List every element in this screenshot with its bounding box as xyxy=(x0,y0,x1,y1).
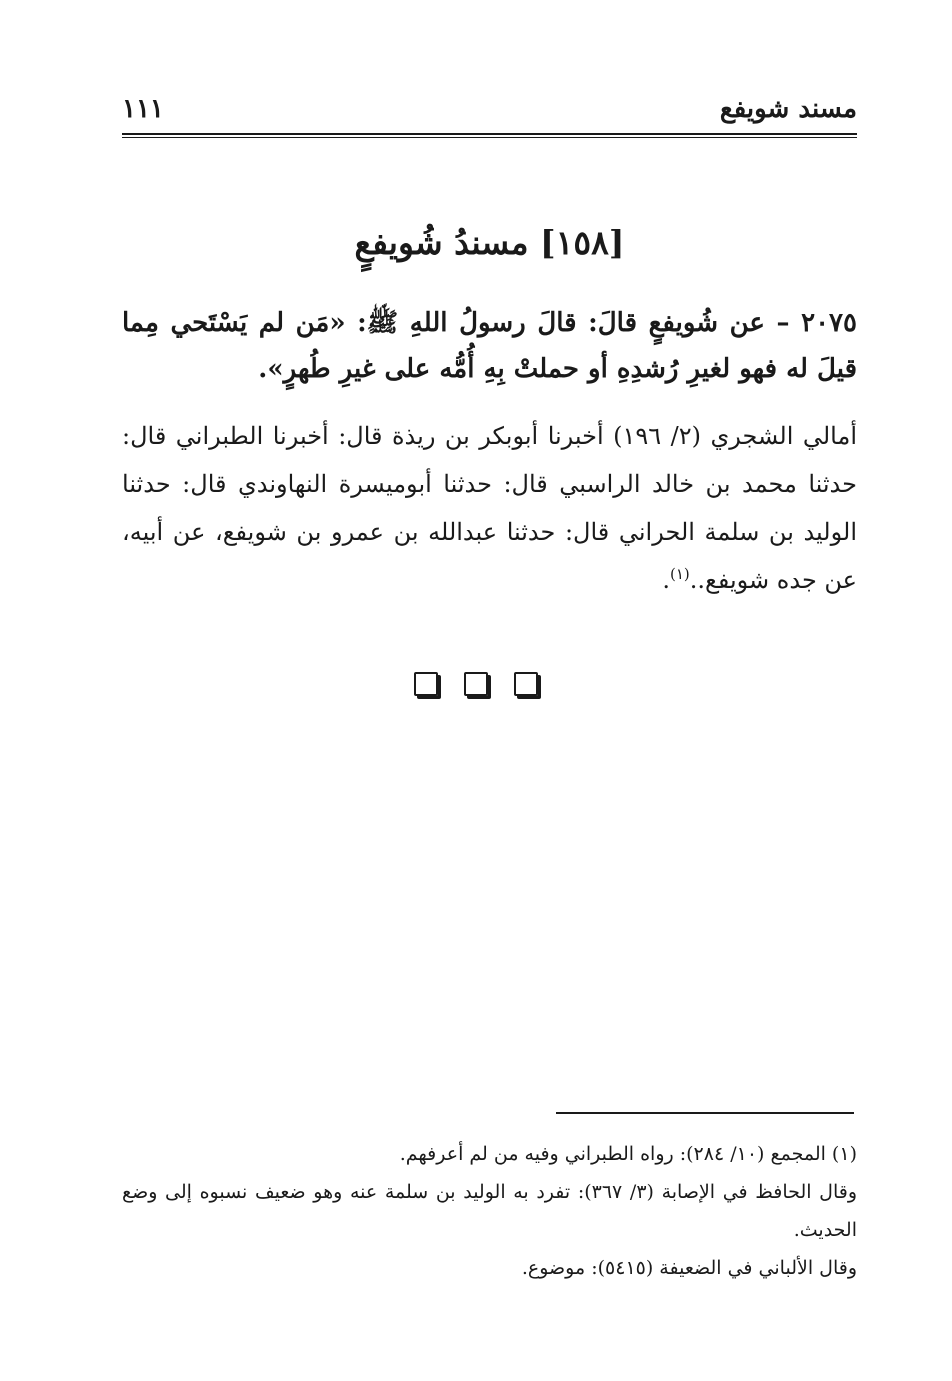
footnote-line: (١) المجمع (١٠/ ٢٨٤): رواه الطبراني وفيه من لم أعرفهم. xyxy=(399,1143,857,1165)
footnote-line: وقال الحافظ في الإصابة (٣/ ٣٦٧): تفرد به الوليد بن سلمة عنه وهو ضعيف نسبوه إلى وضع الحديث. xyxy=(122,1181,857,1241)
hadith-text: – عن شُويفعٍ قالَ: قالَ رسولُ اللهِ ﷺ: «مَن لم يَسْتَحي مِما قيلَ له فهو لغيرِ رُشدِهِ أو حملتْ بِهِ أُمُّه على غيرِ طُهرٍ». xyxy=(122,308,857,384)
source-end: . xyxy=(662,566,670,594)
footnotes xyxy=(122,1135,857,1287)
footnote-marker[interactable]: (١) xyxy=(670,565,690,583)
running-header-title: مسند شويفع xyxy=(719,94,857,124)
chapter-title: [١٥٨] مسندُ شُويفعٍ xyxy=(354,223,625,262)
header-rule xyxy=(122,133,857,138)
footnote-rule xyxy=(556,1112,854,1114)
hadith-paragraph xyxy=(122,300,857,392)
source-text: أمالي الشجري (٢/ ١٩٦) أخبرنا أبوبكر بن ريذة قال: أخبرنا الطبراني قال: حدثنا محمد بن خالد الراسبي قال: حدثنا أبوميسرة النهاوندي قال: حدثنا الوليد بن سلمة الحراني قال: حدثنا عبدالله بن عمرو بن شويفع، عن أبيه، عن جده شويفع.. xyxy=(122,422,858,594)
separator-square-icon xyxy=(514,672,538,696)
hadith-number: ٢٠٧٥ xyxy=(801,308,857,338)
section-separator xyxy=(0,672,952,696)
separator-square-icon xyxy=(414,672,438,696)
page-number: ١١١ xyxy=(122,94,164,124)
running-header xyxy=(122,88,857,130)
separator-square-icon xyxy=(464,672,488,696)
source-paragraph xyxy=(122,412,857,604)
footnote-line: وقال الألباني في الضعيفة (٥٤١٥): موضوع. xyxy=(521,1257,857,1279)
